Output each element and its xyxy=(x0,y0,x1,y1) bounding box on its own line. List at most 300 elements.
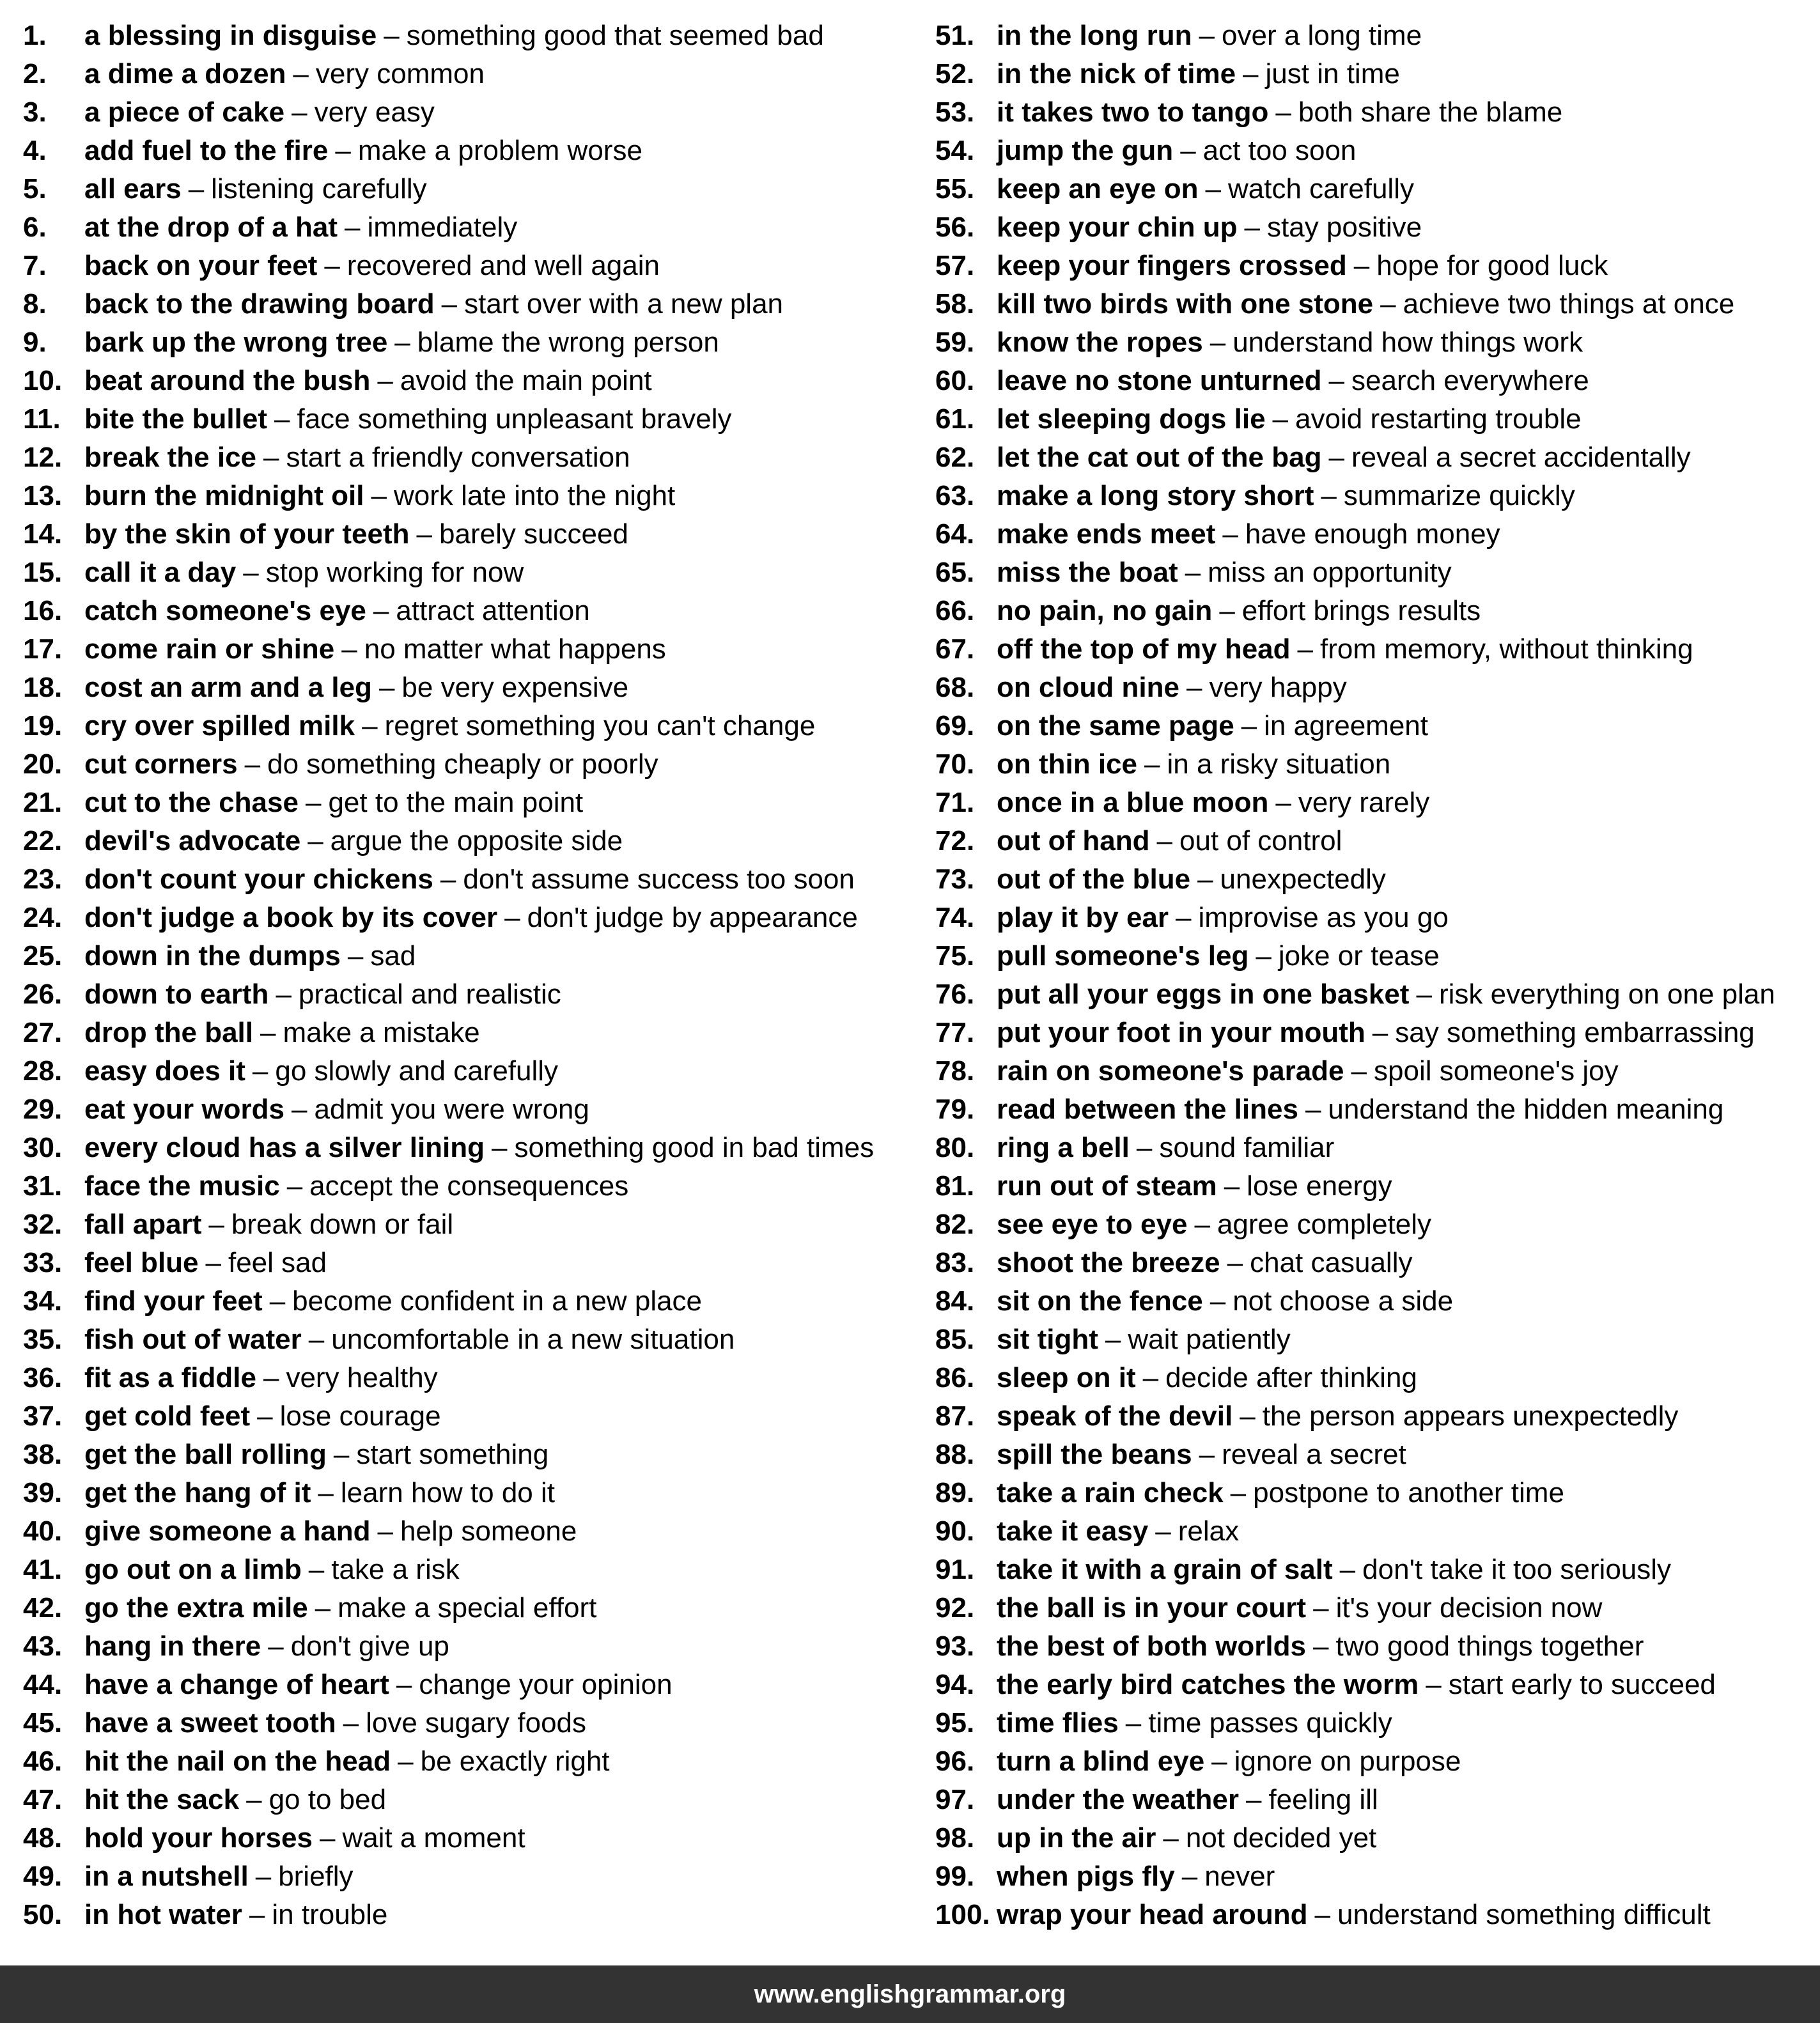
idiom-number: 37. xyxy=(23,1400,63,1432)
idiom-text xyxy=(997,1359,1417,1397)
idiom-phrase: miss the boat xyxy=(997,557,1178,588)
idiom-separator: – xyxy=(335,135,351,166)
idiom-number: 2. xyxy=(23,58,47,89)
idiom-separator: – xyxy=(1180,135,1196,166)
idiom-meaning: joke or tease xyxy=(1278,940,1440,972)
idiom-meaning: sound familiar xyxy=(1159,1132,1335,1163)
idiom-text xyxy=(84,1090,589,1129)
idiom-text xyxy=(84,17,824,55)
idiom-text xyxy=(84,132,642,170)
idiom-text xyxy=(84,669,628,707)
idiom-list-item xyxy=(23,1090,918,1129)
idiom-separator: – xyxy=(260,1017,276,1048)
idiom-text xyxy=(84,1321,735,1359)
idiom-number: 13. xyxy=(23,480,63,511)
idiom-phrase: cry over spilled milk xyxy=(84,710,355,741)
idiom-list-item xyxy=(935,1589,1817,1627)
idiom-meaning: it's your decision now xyxy=(1335,1592,1603,1624)
idiom-list-item xyxy=(935,515,1817,554)
idiom-text xyxy=(997,1436,1406,1474)
idiom-separator: – xyxy=(362,710,378,741)
idiom-number: 20. xyxy=(23,748,63,780)
idiom-meaning: reveal a secret accidentally xyxy=(1351,442,1691,473)
idiom-phrase: feel blue xyxy=(84,1247,199,1278)
idiom-number: 80. xyxy=(935,1132,975,1163)
idiom-meaning: avoid restarting trouble xyxy=(1295,403,1582,435)
idiom-separator: – xyxy=(243,557,259,588)
idiom-list-item xyxy=(935,93,1817,132)
idiom-text xyxy=(997,1244,1412,1282)
idiom-number: 70. xyxy=(935,748,975,780)
idiom-phrase: time flies xyxy=(997,1707,1119,1739)
idiom-meaning: stop working for now xyxy=(265,557,524,588)
idiom-meaning: accept the consequences xyxy=(309,1170,629,1202)
idiom-number: 42. xyxy=(23,1592,63,1624)
idiom-list-item xyxy=(935,1244,1817,1282)
idiom-text xyxy=(997,438,1691,477)
idiom-text xyxy=(84,1896,387,1934)
idiom-list-item xyxy=(23,1857,918,1896)
idiom-meaning: start early to succeed xyxy=(1448,1669,1716,1700)
idiom-text xyxy=(84,1129,874,1167)
idiom-number: 14. xyxy=(23,518,63,550)
idiom-number: 92. xyxy=(935,1592,975,1624)
idiom-phrase: leave no stone unturned xyxy=(997,365,1322,396)
idiom-phrase: cost an arm and a leg xyxy=(84,672,372,703)
idiom-meaning: blame the wrong person xyxy=(417,327,719,358)
idiom-number: 87. xyxy=(935,1400,975,1432)
idiom-number: 64. xyxy=(935,518,975,550)
idiom-meaning: don't judge by appearance xyxy=(527,902,858,933)
idiom-meaning: uncomfortable in a new situation xyxy=(331,1324,735,1355)
idiom-separator: – xyxy=(1156,825,1172,856)
idiom-phrase: pull someone's leg xyxy=(997,940,1249,972)
idiom-list-item xyxy=(935,170,1817,208)
idiom-text xyxy=(84,55,485,93)
idiom-phrase: the best of both worlds xyxy=(997,1631,1306,1662)
idiom-number: 85. xyxy=(935,1324,975,1355)
idiom-text xyxy=(997,937,1440,975)
idiom-phrase: sit tight xyxy=(997,1324,1098,1355)
idiom-phrase: get cold feet xyxy=(84,1400,251,1432)
idiom-text xyxy=(84,247,660,285)
idiom-list-item xyxy=(23,1014,918,1052)
idiom-number: 1. xyxy=(23,20,47,51)
idiom-list-item xyxy=(23,592,918,630)
idiom-list-item xyxy=(935,784,1817,822)
idiom-list-item xyxy=(23,822,918,860)
idiom-number: 38. xyxy=(23,1439,63,1470)
idiom-list-item xyxy=(935,1474,1817,1512)
idiom-list-item xyxy=(935,630,1817,669)
idiom-number: 32. xyxy=(23,1209,63,1240)
idiom-text xyxy=(84,1551,460,1589)
idiom-text xyxy=(84,975,561,1014)
idiom-number: 78. xyxy=(935,1055,975,1087)
idiom-number: 3. xyxy=(23,97,47,128)
idiom-separator: – xyxy=(1240,1400,1256,1432)
idiom-text xyxy=(997,1321,1291,1359)
idiom-separator: – xyxy=(1163,1822,1179,1854)
idiom-text xyxy=(84,1819,525,1857)
idiom-list-item xyxy=(935,669,1817,707)
idiom-separator: – xyxy=(1186,672,1202,703)
idiom-phrase: get the ball rolling xyxy=(84,1439,327,1470)
idiom-text xyxy=(84,1052,558,1090)
idiom-list-item xyxy=(23,860,918,899)
idiom-phrase: under the weather xyxy=(997,1784,1239,1815)
idiom-number: 31. xyxy=(23,1170,63,1202)
idiom-separator: – xyxy=(308,1324,325,1355)
idiom-meaning: time passes quickly xyxy=(1148,1707,1392,1739)
idiom-meaning: something good in bad times xyxy=(514,1132,875,1163)
idiom-separator: – xyxy=(1199,1439,1215,1470)
idiom-phrase: cut to the chase xyxy=(84,787,299,818)
idiom-text xyxy=(997,1282,1453,1321)
idiom-separator: – xyxy=(384,20,400,51)
idiom-meaning: unexpectedly xyxy=(1220,864,1386,895)
idiom-meaning: in agreement xyxy=(1264,710,1428,741)
idiom-separator: – xyxy=(205,1247,221,1278)
idiom-text xyxy=(84,323,719,362)
idiom-separator: – xyxy=(252,1055,268,1087)
idiom-number: 24. xyxy=(23,902,63,933)
idiom-text xyxy=(997,400,1582,438)
idiom-number: 5. xyxy=(23,173,47,205)
idiom-meaning: wait patiently xyxy=(1128,1324,1291,1355)
idiom-phrase: make ends meet xyxy=(997,518,1216,550)
idiom-number: 86. xyxy=(935,1362,975,1393)
idiom-phrase: out of the blue xyxy=(997,864,1191,895)
idiom-list-item xyxy=(23,1167,918,1205)
idiom-text xyxy=(84,1282,702,1321)
idiom-meaning: search everywhere xyxy=(1351,365,1589,396)
idiom-list-item xyxy=(935,1512,1817,1551)
idiom-separator: – xyxy=(378,672,395,703)
idiom-list-item xyxy=(23,1052,918,1090)
idiom-phrase: kill two birds with one stone xyxy=(997,288,1374,320)
idiom-meaning: make a mistake xyxy=(283,1017,480,1048)
idiom-number: 93. xyxy=(935,1631,975,1662)
idiom-meaning: wait a moment xyxy=(342,1822,525,1854)
idiom-meaning: say something embarrassing xyxy=(1395,1017,1755,1048)
idiom-number: 45. xyxy=(23,1707,63,1739)
idiom-number: 28. xyxy=(23,1055,63,1087)
idiom-text xyxy=(997,1781,1378,1819)
idiom-meaning: go to bed xyxy=(268,1784,387,1815)
idiom-phrase: every cloud has a silver lining xyxy=(84,1132,485,1163)
idiom-list-item xyxy=(23,247,918,285)
idiom-number: 84. xyxy=(935,1285,975,1317)
idiom-phrase: jump the gun xyxy=(997,135,1174,166)
idiom-list-item xyxy=(935,1282,1817,1321)
idiom-number: 48. xyxy=(23,1822,63,1854)
idiom-meaning: immediately xyxy=(367,212,518,243)
idiom-separator: – xyxy=(1222,518,1238,550)
idiom-separator: – xyxy=(244,748,261,780)
idiom-meaning: lose courage xyxy=(279,1400,441,1432)
idiom-number: 49. xyxy=(23,1861,63,1892)
idiom-list-item xyxy=(23,1742,918,1781)
idiom-list-item xyxy=(23,400,918,438)
idiom-meaning: two good things together xyxy=(1335,1631,1644,1662)
idiom-list-item xyxy=(935,975,1817,1014)
idiom-phrase: fit as a fiddle xyxy=(84,1362,256,1393)
idiom-separator: – xyxy=(255,1861,272,1892)
idiom-meaning: start a friendly conversation xyxy=(286,442,630,473)
idiom-text xyxy=(997,362,1589,400)
idiom-phrase: fish out of water xyxy=(84,1324,302,1355)
idiom-list-item xyxy=(935,1129,1817,1167)
idiom-text xyxy=(84,554,524,592)
idiom-meaning: relax xyxy=(1178,1515,1240,1547)
idiom-meaning: listening carefully xyxy=(211,173,427,205)
idiom-meaning: watch carefully xyxy=(1227,173,1414,205)
idiom-number: 10. xyxy=(23,365,63,396)
idiom-meaning: have enough money xyxy=(1245,518,1500,550)
idiom-number: 77. xyxy=(935,1017,975,1048)
idiom-separator: – xyxy=(1125,1707,1142,1739)
idiom-text xyxy=(997,899,1449,937)
idiom-text xyxy=(997,630,1693,669)
idiom-text xyxy=(997,1512,1239,1551)
idiom-number: 60. xyxy=(935,365,975,396)
idiom-text xyxy=(997,208,1422,247)
idiom-number: 34. xyxy=(23,1285,63,1317)
idiom-text xyxy=(84,1205,453,1244)
idiom-meaning: postpone to another time xyxy=(1253,1477,1564,1508)
idiom-separator: – xyxy=(333,1439,350,1470)
idiom-separator: – xyxy=(1245,1784,1262,1815)
idiom-list-item xyxy=(23,554,918,592)
idiom-list-item xyxy=(935,860,1817,899)
idiom-meaning: make a special effort xyxy=(338,1592,597,1624)
idiom-text xyxy=(997,975,1775,1014)
idiom-phrase: go the extra mile xyxy=(84,1592,308,1624)
idiom-number: 57. xyxy=(935,250,975,281)
idiom-list-item xyxy=(23,55,918,93)
idiom-list-item xyxy=(23,899,918,937)
idiom-text xyxy=(997,592,1481,630)
idiom-meaning: don't assume success too soon xyxy=(463,864,855,895)
idiom-number: 68. xyxy=(935,672,975,703)
idiom-separator: – xyxy=(398,1746,414,1777)
idiom-meaning: take a risk xyxy=(331,1554,460,1585)
idiom-phrase: let sleeping dogs lie xyxy=(997,403,1266,435)
idiom-number: 29. xyxy=(23,1094,63,1125)
idiom-text xyxy=(997,1704,1392,1742)
idiom-separator: – xyxy=(1328,365,1344,396)
idiom-list-item xyxy=(935,937,1817,975)
idiom-meaning: not choose a side xyxy=(1233,1285,1454,1317)
idiom-meaning: something good that seemed bad xyxy=(406,20,824,51)
idiom-separator: – xyxy=(268,1631,284,1662)
idiom-phrase: devil's advocate xyxy=(84,825,301,856)
idiom-phrase: back on your feet xyxy=(84,250,318,281)
idiom-separator: – xyxy=(1272,403,1289,435)
idiom-separator: – xyxy=(1321,480,1337,511)
idiom-number: 59. xyxy=(935,327,975,358)
idiom-list-item xyxy=(23,1512,918,1551)
idiom-meaning: help someone xyxy=(400,1515,577,1547)
idiom-phrase: sit on the fence xyxy=(997,1285,1203,1317)
idiom-text xyxy=(84,1627,449,1666)
idiom-text xyxy=(84,208,517,247)
idiom-list-left-column xyxy=(23,17,918,1934)
idiom-list-item xyxy=(935,285,1817,323)
idiom-text xyxy=(84,630,666,669)
idiom-number: 39. xyxy=(23,1477,63,1508)
idiom-number: 7. xyxy=(23,250,47,281)
idiom-phrase: read between the lines xyxy=(997,1094,1298,1125)
idiom-list-item xyxy=(23,170,918,208)
idiom-phrase: bite the bullet xyxy=(84,403,267,435)
idiom-separator: – xyxy=(319,1822,336,1854)
idiom-text xyxy=(84,170,427,208)
idiom-number: 67. xyxy=(935,633,975,665)
idiom-number: 4. xyxy=(23,135,47,166)
idiom-list-item xyxy=(23,17,918,55)
idiom-list-item xyxy=(935,1205,1817,1244)
idiom-phrase: let the cat out of the bag xyxy=(997,442,1322,473)
idiom-list-item xyxy=(935,400,1817,438)
idiom-number: 52. xyxy=(935,58,975,89)
idiom-list-item xyxy=(935,899,1817,937)
idiom-number: 15. xyxy=(23,557,63,588)
idiom-number: 58. xyxy=(935,288,975,320)
idiom-number: 35. xyxy=(23,1324,63,1355)
idiom-text xyxy=(997,822,1342,860)
idiom-number: 56. xyxy=(935,212,975,243)
idiom-phrase: get the hang of it xyxy=(84,1477,311,1508)
idiom-text xyxy=(997,1052,1619,1090)
idiom-text xyxy=(84,93,435,132)
idiom-text xyxy=(84,784,583,822)
idiom-meaning: feeling ill xyxy=(1268,1784,1378,1815)
idiom-list-item xyxy=(23,362,918,400)
idiom-list-item xyxy=(935,1436,1817,1474)
idiom-number: 69. xyxy=(935,710,975,741)
idiom-list-item xyxy=(935,1819,1817,1857)
idiom-separator: – xyxy=(1209,327,1226,358)
idiom-number: 71. xyxy=(935,787,975,818)
idiom-meaning: barely succeed xyxy=(439,518,628,550)
footer-site-url: www.englishgrammar.org xyxy=(754,1980,1066,2008)
idiom-number: 95. xyxy=(935,1707,975,1739)
idiom-number: 33. xyxy=(23,1247,63,1278)
idiom-number: 65. xyxy=(935,557,975,588)
idiom-meaning: effort brings results xyxy=(1241,595,1481,626)
idiom-text xyxy=(84,1436,548,1474)
idiom-list-item xyxy=(23,1589,918,1627)
idiom-number: 11. xyxy=(23,403,61,435)
idiom-separator: – xyxy=(1244,212,1260,243)
idiom-list-item xyxy=(935,1397,1817,1436)
idiom-separator: – xyxy=(1144,748,1160,780)
idiom-phrase: spill the beans xyxy=(997,1439,1192,1470)
idiom-list-item xyxy=(935,438,1817,477)
idiom-number: 6. xyxy=(23,212,47,243)
idiom-phrase: keep your chin up xyxy=(997,212,1238,243)
idiom-meaning: both share the blame xyxy=(1298,97,1563,128)
idiom-meaning: understand the hidden meaning xyxy=(1328,1094,1724,1125)
idiom-meaning: over a long time xyxy=(1222,20,1422,51)
idiom-text xyxy=(84,1474,555,1512)
idiom-meaning: stay positive xyxy=(1267,212,1422,243)
idiom-separator: – xyxy=(1230,1477,1247,1508)
idiom-number: 98. xyxy=(935,1822,975,1854)
idiom-separator: – xyxy=(1243,58,1259,89)
idiom-separator: – xyxy=(1197,864,1213,895)
idiom-phrase: all ears xyxy=(84,173,182,205)
idiom-separator: – xyxy=(1313,1592,1329,1624)
idiom-number: 61. xyxy=(935,403,975,435)
idiom-text xyxy=(84,937,416,975)
idiom-number: 62. xyxy=(935,442,975,473)
idiom-text xyxy=(84,1742,610,1781)
idiom-phrase: speak of the devil xyxy=(997,1400,1233,1432)
idiom-number: 9. xyxy=(23,327,47,358)
idiom-meaning: reveal a secret xyxy=(1222,1439,1406,1470)
idiom-list-item xyxy=(935,1359,1817,1397)
idiom-list-item xyxy=(23,1896,918,1934)
idiom-separator: – xyxy=(324,250,340,281)
idiom-separator: – xyxy=(1416,979,1432,1010)
idiom-phrase: rain on someone's parade xyxy=(997,1055,1344,1087)
idiom-list-item xyxy=(23,937,918,975)
idiom-text xyxy=(997,247,1608,285)
idiom-separator: – xyxy=(1275,97,1291,128)
idiom-list-item xyxy=(935,323,1817,362)
idiom-phrase: beat around the bush xyxy=(84,365,371,396)
idiom-text xyxy=(997,1742,1461,1781)
idiom-phrase: in the nick of time xyxy=(997,58,1236,89)
idiom-phrase: down in the dumps xyxy=(84,940,341,972)
idiom-list-item xyxy=(935,745,1817,784)
idiom-phrase: see eye to eye xyxy=(997,1209,1188,1240)
idiom-separator: – xyxy=(257,1400,273,1432)
idiom-phrase: the early bird catches the worm xyxy=(997,1669,1419,1700)
idiom-number: 17. xyxy=(23,633,63,665)
idiom-meaning: the person appears unexpectedly xyxy=(1262,1400,1679,1432)
idiom-text xyxy=(997,477,1575,515)
idiom-number: 91. xyxy=(935,1554,975,1585)
idiom-separator: – xyxy=(263,442,279,473)
idiom-separator: – xyxy=(1176,902,1192,933)
idiom-phrase: face the music xyxy=(84,1170,280,1202)
idiom-separator: – xyxy=(292,97,307,128)
idiom-phrase: turn a blind eye xyxy=(997,1746,1205,1777)
idiom-separator: – xyxy=(208,1209,224,1240)
idiom-text xyxy=(997,170,1414,208)
idiom-phrase: easy does it xyxy=(84,1055,245,1087)
idiom-list-item xyxy=(23,1397,918,1436)
idiom-separator: – xyxy=(1219,595,1235,626)
idiom-list-item xyxy=(23,1321,918,1359)
idiom-meaning: regret something you can't change xyxy=(384,710,816,741)
idiom-list-item xyxy=(23,1244,918,1282)
idiom-meaning: start something xyxy=(356,1439,549,1470)
idiom-list-item xyxy=(23,1359,918,1397)
idiom-separator: – xyxy=(1209,1285,1226,1317)
idiom-phrase: on cloud nine xyxy=(997,672,1179,703)
idiom-phrase: come rain or shine xyxy=(84,633,335,665)
idiom-number: 27. xyxy=(23,1017,63,1048)
idiom-meaning: no matter what happens xyxy=(364,633,666,665)
idiom-phrase: take a rain check xyxy=(997,1477,1224,1508)
idiom-list-item xyxy=(23,1704,918,1742)
idiom-phrase: out of hand xyxy=(997,825,1150,856)
